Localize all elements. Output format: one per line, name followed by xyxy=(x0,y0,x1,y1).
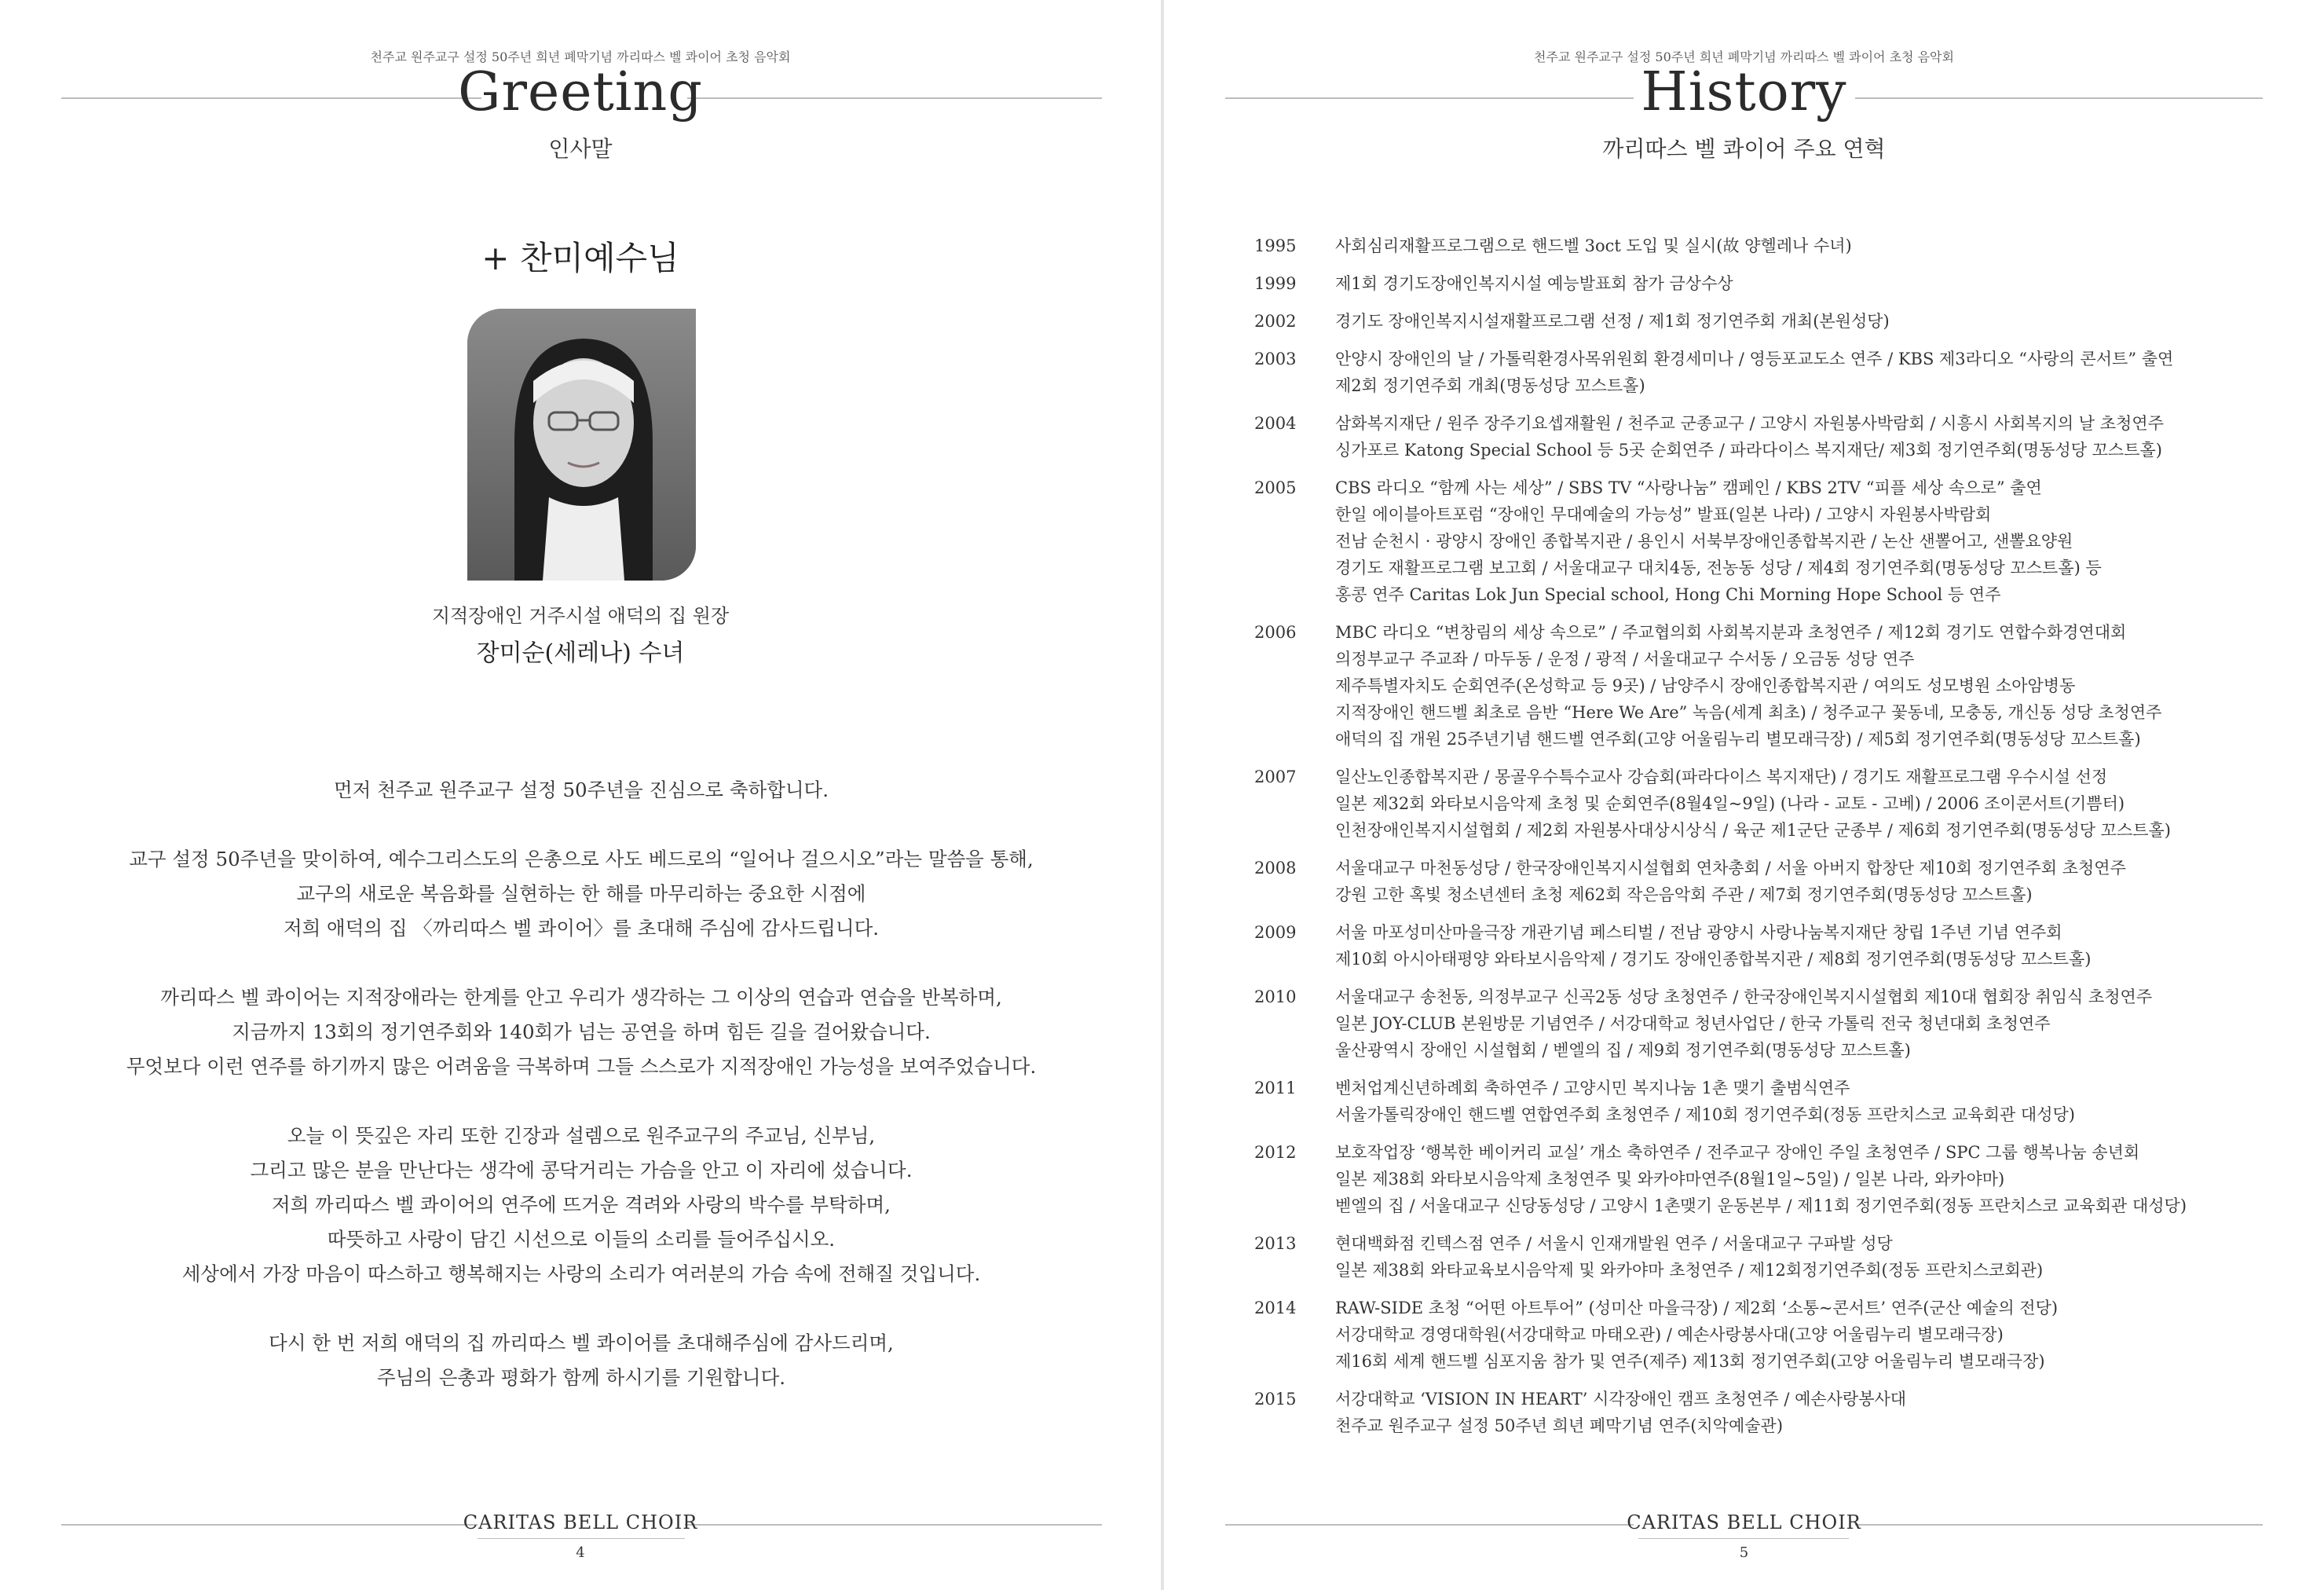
greeting-body xyxy=(110,773,1052,1395)
history-events xyxy=(1335,1139,2315,1219)
history-event-line: 일본 제32회 와타보시음악제 초청 및 순회연주(8월4일~9일) (나라 - 교토 - 고베) / 2006 조이콘서트(기쁨터) xyxy=(1335,794,2125,813)
history-year: 2013 xyxy=(1254,1234,1297,1253)
history-year: 2010 xyxy=(1254,987,1297,1006)
history-year: 2003 xyxy=(1254,350,1297,368)
history-event-line: 일본 JOY-CLUB 본원방문 기념연주 / 서강대학교 청년사업단 / 한국 가톨릭 전국 청년대회 초청연주 xyxy=(1335,1014,2051,1033)
history-event-line: 서울가톨릭장애인 핸드벨 연합연주회 초청연주 / 제10회 정기연주회(정동 프란치스코 교육회관 대성당) xyxy=(1335,1105,2075,1124)
history-events xyxy=(1335,1075,2315,1128)
history-row xyxy=(1254,270,2315,297)
greeting-line: 교구 설정 50주년을 맞이하여, 예수그리스도의 은총으로 사도 베드로의 “일어나 걸으시오”라는 말씀을 통해, xyxy=(129,848,1034,870)
history-row xyxy=(1254,1295,2315,1375)
history-event-line: MBC 라디오 “변창림의 세상 속으로” / 주교협의회 사회복지분과 초청연주 / 제12회 경기도 연합수화경연대회 xyxy=(1335,623,2127,642)
history-event-line: CBS 라디오 “함께 사는 세상” / SBS TV “사랑나눔” 캠페인 / KBS 2TV “피플 세상 속으로” 출연 xyxy=(1335,478,2042,497)
history-events xyxy=(1335,270,2315,297)
history-row xyxy=(1254,346,2315,399)
history-event-line: 서강대학교 경영대학원(서강대학교 마태오관) / 예손사랑봉사대(고양 어울림누리 별모래극장) xyxy=(1335,1325,2004,1344)
greeting-line: 저희 애덕의 집 〈까리따스 벨 콰이어〉를 초대해 주심에 감사드립니다. xyxy=(283,917,880,940)
page-number: 4 xyxy=(576,1544,585,1561)
history-row xyxy=(1254,919,2315,973)
history-event-line: 홍콩 연주 Caritas Lok Jun Special school, Hong Chi Morning Hope School 등 연주 xyxy=(1335,585,2001,604)
history-row xyxy=(1254,619,2315,753)
history-event-line: 보호작업장 ‘행복한 베이커리 교실’ 개소 축하연주 / 전주교구 장애인 주일 초청연주 / SPC 그룹 행복나눔 송년회 xyxy=(1335,1143,2140,1162)
page-title-korean: 까리따스 벨 콰이어 주요 연혁 xyxy=(1602,136,1886,162)
history-event-line: 제1회 경기도장애인복지시설 예능발표회 참가 금상수상 xyxy=(1335,274,1733,293)
history-year: 2007 xyxy=(1254,768,1297,786)
history-event-line: 제16회 세계 핸드벨 심포지움 참가 및 연주(제주) 제13회 정기연주회(고양 어울림누리 별모래극장) xyxy=(1335,1352,2045,1371)
page-title: Greeting xyxy=(458,61,703,123)
history-event-line: 애덕의 집 개원 25주년기념 핸드벨 연주회(고양 어울림누리 별모래극장) / 제5회 정기연주회(명동성당 꼬스트홀) xyxy=(1335,730,2141,749)
history-events xyxy=(1335,1386,2315,1439)
page-title: History xyxy=(1641,61,1847,123)
greeting-line: 따뜻하고 사랑이 담긴 시선으로 이들의 소리를 들어주십시오. xyxy=(327,1228,836,1251)
history-row xyxy=(1254,1075,2315,1128)
history-events xyxy=(1335,233,2315,259)
page-header: 천주교 원주교구 설정 50주년 희년 폐막기념 까리따스 벨 콰이어 초청 음악회 xyxy=(370,49,791,64)
history-event-line: 강원 고한 혹빛 청소년센터 초청 제62회 작은음악회 주관 / 제7회 정기연주회(명동성당 꼬스트홀) xyxy=(1335,885,2033,904)
history-events xyxy=(1335,619,2315,753)
history-page xyxy=(1164,0,2324,1590)
history-events xyxy=(1335,410,2315,463)
history-year: 2012 xyxy=(1254,1143,1297,1162)
page-header: 천주교 원주교구 설정 50주년 희년 폐막기념 까리따스 벨 콰이어 초청 음악회 xyxy=(1534,49,1954,64)
history-year: 1999 xyxy=(1254,274,1297,293)
greeting-line: 무엇보다 이런 연주를 하기까지 많은 어려움을 극복하며 그들 스스로가 지적장애인 가능성을 보여주었습니다. xyxy=(126,1055,1037,1078)
footer-underline xyxy=(1638,1538,1849,1539)
history-year: 2002 xyxy=(1254,312,1297,331)
history-event-line: 경기도 재활프로그램 보고회 / 서울대교구 대치4동, 전농동 성당 / 제4회 정기연주회(명동성당 꼬스트홀) 등 xyxy=(1335,559,2102,577)
history-row xyxy=(1254,474,2315,608)
history-events xyxy=(1335,474,2315,608)
history-event-line: 한일 에이블아트포럼 “장애인 무대예술의 가능성” 발표(일본 나라) / 고양시 자원봉사박람회 xyxy=(1335,505,1992,524)
history-event-line: 벧엘의 집 / 서울대교구 신당동성당 / 고양시 1촌맺기 운동본부 / 제11회 정기연주회(정동 프란치스코 교육회관 대성당) xyxy=(1335,1196,2187,1215)
history-row xyxy=(1254,764,2315,844)
history-event-line: 싱가포르 Katong Special School 등 5곳 순회연주 / 파라다이스 복지재단/ 제3회 정기연주회(명동성당 꼬스트홀) xyxy=(1335,441,2162,460)
history-event-line: 서울 마포성미산마을극장 개관기념 페스티벌 / 전남 광양시 사랑나눔복지재단 창립 1주년 기념 연주회 xyxy=(1335,923,2062,942)
history-year: 2005 xyxy=(1254,478,1297,497)
history-event-line: 제10회 아시아태평양 와타보시음악제 / 경기도 장애인종합복지관 / 제8회 정기연주회(명동성당 꼬스트홀) xyxy=(1335,950,2092,969)
history-event-line: 삼화복지재단 / 원주 장주기요셉재활원 / 천주교 군종교구 / 고양시 자원봉사박람회 / 시흥시 사회복지의 날 초청연주 xyxy=(1335,414,2164,433)
history-event-line: 제주특별자치도 순회연주(온성학교 등 9곳) / 남양주시 장애인종합복지관 / 여의도 성모병원 소아암병동 xyxy=(1335,676,2076,695)
history-row xyxy=(1254,410,2315,463)
history-events xyxy=(1335,919,2315,973)
greeting-line: 그리고 많은 분을 만난다는 생각에 콩닥거리는 가슴을 안고 이 자리에 섰습니다. xyxy=(250,1159,913,1182)
portrait-photo xyxy=(467,309,696,581)
history-year: 2014 xyxy=(1254,1299,1297,1317)
history-row xyxy=(1254,308,2315,335)
greeting-page xyxy=(0,0,1161,1590)
history-event-line: 사회심리재활프로그램으로 핸드벨 3oct 도입 및 실시(故 양헬레나 수녀) xyxy=(1335,236,1852,255)
history-event-line: 인천장애인복지시설협회 / 제2회 자원봉사대상시상식 / 육군 제1군단 군종부 / 제6회 정기연주회(명동성당 꼬스트홀) xyxy=(1335,821,2171,840)
greeting-line: 먼저 천주교 원주교구 설정 50주년을 진심으로 축하합니다. xyxy=(333,779,829,801)
greeting-line: 저희 까리따스 벨 콰이어의 연주에 뜨거운 격려와 사랑의 박수를 부탁하며, xyxy=(272,1193,891,1216)
footer-choir-name: CARITAS BELL CHOIR xyxy=(463,1511,698,1533)
history-row xyxy=(1254,1139,2315,1219)
history-events xyxy=(1335,764,2315,844)
history-row xyxy=(1254,1230,2315,1284)
history-event-line: 안양시 장애인의 날 / 가톨릭환경사목위원회 환경세미나 / 영등포교도소 연주 / KBS 제3라디오 “사랑의 콘서트” 출연 xyxy=(1335,350,2174,368)
history-year: 1995 xyxy=(1254,236,1297,255)
history-event-line: 전남 순천시 · 광양시 장애인 종합복지관 / 용인시 서북부장애인종합복지관 / 논산 샌뽈어고, 샌뽈요양원 xyxy=(1335,532,2073,551)
praise-heading: + 찬미예수님 xyxy=(481,239,679,277)
history-event-line: 경기도 장애인복지시설재활프로그램 선정 / 제1회 정기연주회 개최(본원성당) xyxy=(1335,312,1890,331)
history-event-line: 일산노인종합복지관 / 몽골우수특수교사 강습회(파라다이스 복지재단) / 경기도 재활프로그램 우수시설 선정 xyxy=(1335,768,2108,786)
history-event-line: 천주교 원주교구 설정 50주년 희년 폐막기념 연주(치악예술관) xyxy=(1335,1416,1784,1435)
history-row xyxy=(1254,233,2315,259)
history-event-line: 서울대교구 마천동성당 / 한국장애인복지시설협회 연차총회 / 서울 아버지 합창단 제10회 정기연주회 초청연주 xyxy=(1335,859,2126,877)
greeting-line: 까리따스 벨 콰이어는 지적장애라는 한계를 안고 우리가 생각하는 그 이상의 연습과 연습을 반복하며, xyxy=(160,986,1002,1009)
greeting-line: 지금까지 13회의 정기연주회와 140회가 넘는 공연을 하며 힘든 길을 걸어왔습니다. xyxy=(232,1020,931,1043)
history-year: 2008 xyxy=(1254,859,1297,877)
history-events xyxy=(1335,346,2315,399)
history-event-line: 울산광역시 장애인 시설협회 / 벧엘의 집 / 제9회 정기연주회(명동성당 꼬스트홀) xyxy=(1335,1041,1911,1060)
history-event-line: 제2회 정기연주회 개최(명동성당 꼬스트홀) xyxy=(1335,376,1645,395)
history-events xyxy=(1335,1230,2315,1284)
history-year: 2015 xyxy=(1254,1390,1297,1409)
history-event-line: 서울대교구 송천동, 의정부교구 신곡2동 성당 초청연주 / 한국장애인복지시설협회 제10대 협회장 취임식 초청연주 xyxy=(1335,987,2153,1006)
caption-role: 지적장애인 거주시설 애덕의 집 원장 xyxy=(431,605,730,627)
history-list xyxy=(1254,233,2315,1450)
greeting-line: 다시 한 번 저희 애덕의 집 까리따스 벨 콰이어를 초대해주심에 감사드리며, xyxy=(269,1332,894,1354)
page-title-korean: 인사말 xyxy=(548,136,613,162)
page-number: 5 xyxy=(1739,1544,1749,1561)
history-year: 2009 xyxy=(1254,923,1297,942)
greeting-line: 세상에서 가장 마음이 따스하고 행복해지는 사랑의 소리가 여러분의 가슴 속에 전해질 것입니다. xyxy=(181,1262,981,1285)
history-row xyxy=(1254,1386,2315,1439)
history-year: 2011 xyxy=(1254,1079,1297,1097)
history-row xyxy=(1254,984,2315,1064)
history-event-line: 벤처업계신년하례회 축하연주 / 고양시민 복지나눔 1촌 맺기 출범식연주 xyxy=(1335,1079,1850,1097)
history-event-line: 일본 제38회 와타교육보시음악제 및 와카야마 초청연주 / 제12회정기연주회(정동 프란치스코회관) xyxy=(1335,1261,2044,1280)
history-event-line: RAW-SIDE 초청 “어떤 아트투어” (성미산 마을극장) / 제2회 ‘소통~콘서트’ 연주(군산 예술의 전당) xyxy=(1335,1299,2059,1317)
history-event-line: 의정부교구 주교좌 / 마두동 / 운정 / 광적 / 서울대교구 수서동 / 오금동 성당 연주 xyxy=(1335,650,1915,669)
history-event-line: 지적장애인 핸드벨 최초로 음반 “Here We Are” 녹음(세계 최초) / 청주교구 꽃동네, 모충동, 개신동 성당 초청연주 xyxy=(1335,703,2162,722)
history-events xyxy=(1335,984,2315,1064)
history-year: 2004 xyxy=(1254,414,1297,433)
history-year: 2006 xyxy=(1254,623,1297,642)
footer-underline xyxy=(478,1538,685,1539)
history-event-line: 현대백화점 킨텍스점 연주 / 서울시 인재개발원 연주 / 서울대교구 구파발 성당 xyxy=(1335,1234,1893,1253)
footer-choir-name: CARITAS BELL CHOIR xyxy=(1627,1511,1861,1533)
greeting-line: 교구의 새로운 복음화를 실현하는 한 해를 마무리하는 중요한 시점에 xyxy=(296,882,866,905)
history-events xyxy=(1335,855,2315,908)
history-row xyxy=(1254,855,2315,908)
greeting-line: 오늘 이 뜻깊은 자리 또한 긴장과 설렘으로 원주교구의 주교님, 신부님, xyxy=(287,1124,876,1147)
greeting-line: 주님의 은총과 평화가 함께 하시기를 기원합니다. xyxy=(376,1366,786,1389)
caption-name: 장미순(세레나) 수녀 xyxy=(476,639,685,667)
history-event-line: 일본 제38회 와타보시음악제 초청연주 및 와카야마연주(8월1일~5일) / 일본 나라, 와카야마) xyxy=(1335,1170,2005,1189)
history-events xyxy=(1335,1295,2315,1375)
history-event-line: 서강대학교 ‘VISION IN HEART’ 시각장애인 캠프 초청연주 / 예손사랑봉사대 xyxy=(1335,1390,1907,1409)
history-events xyxy=(1335,308,2315,335)
